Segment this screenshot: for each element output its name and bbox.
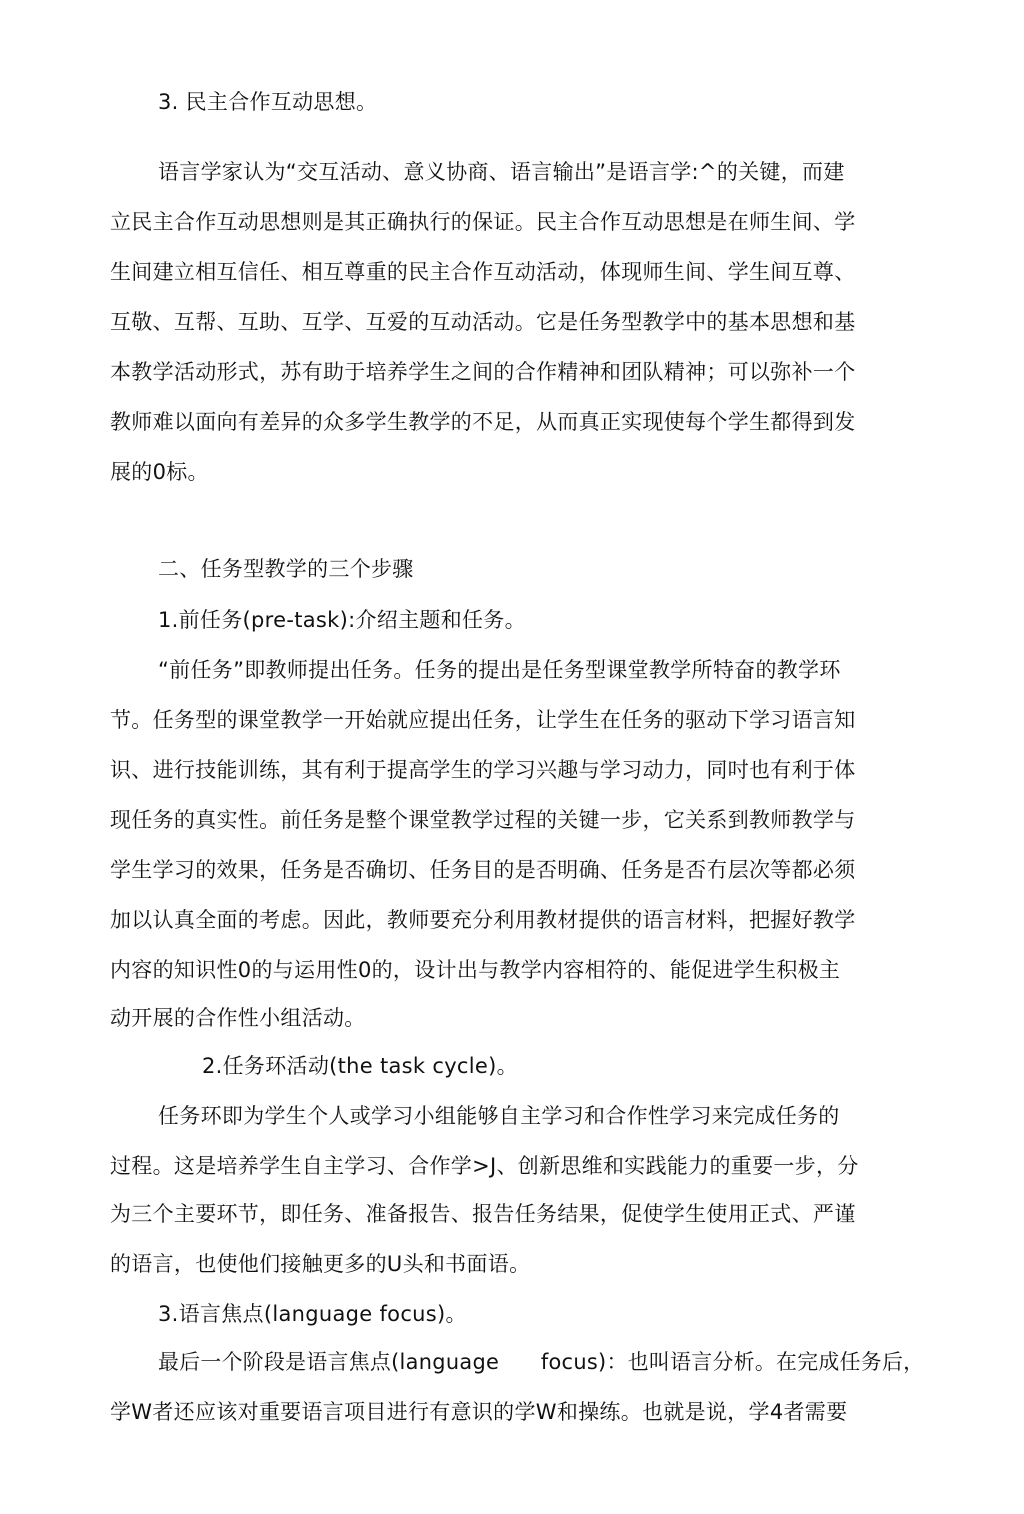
paragraph-line: 学W者还应该对重要语言项目进行有意识的学W和操练。也就是说，学4者需要 — [110, 1400, 848, 1424]
paragraph-line: 最后一个阶段是语言焦点(language focus)：也叫语言分析。在完成任务后， — [158, 1350, 925, 1374]
paragraph-line: 现任务的真实性。前任务是整个课堂教学过程的关键一步，它关系到教师教学与 — [110, 808, 856, 832]
part-heading: 二、任务型教学的三个步骤 — [158, 557, 414, 581]
step-heading: 2.任务环活动(the task cycle)。 — [202, 1054, 518, 1078]
step-heading: 1.前任务(pre-task):介绍主题和任务。 — [158, 608, 526, 632]
paragraph-line: 学生学习的效果，任务是否确切、任务目的是否明确、任务是否冇层次等都必须 — [110, 858, 856, 882]
paragraph-line: 动开展的合作性小组活动。 — [110, 1006, 366, 1030]
paragraph-line: 教师难以面向有差异的众多学生教学的不足，从而真正实现使每个学生都得到发 — [110, 410, 856, 434]
paragraph-line: 展的0标。 — [110, 460, 209, 484]
paragraph-line: 任务环即为学生个人或学习小组能够自主学习和合作性学习来完成任务的 — [158, 1104, 840, 1128]
paragraph-line: 互敬、互帮、互助、互学、互爱的互动活动。它是任务型教学中的基本思想和基 — [110, 310, 856, 334]
step-heading: 3.语言焦点(language focus)。 — [158, 1302, 467, 1326]
paragraph-line: 内容的知识性0的与运用性0的，设计出与教学内容相符的、能促进学生积极主 — [110, 958, 841, 982]
paragraph-line: 的语言，也使他们接触更多的U头和书面语。 — [110, 1252, 531, 1276]
section-heading: 3. 民主合作互动思想。 — [158, 90, 378, 114]
paragraph-line: 过程。这是培养学生自主学习、合作学>J、创新思维和实践能力的重要一步，分 — [110, 1154, 859, 1178]
paragraph-line: 节。任务型的课堂教学一开始就应提出任务，让学生在任务的驱动下学习语言知 — [110, 708, 856, 732]
paragraph-line: 生间建立相互信任、相互尊重的民主合作互动活动，体现师生间、学生间互尊、 — [110, 260, 856, 284]
paragraph-line: 加以认真全面的考虑。因此，教师要充分利用教材提供的语言材料，把握好教学 — [110, 908, 856, 932]
paragraph-line: 为三个主要环节，即任务、准备报告、报告任务结果，促使学生使用正式、严谨 — [110, 1202, 856, 1226]
paragraph-line: 本教学活动形式，苏有助于培养学生之间的合作精神和团队精神；可以弥补一个 — [110, 360, 856, 384]
paragraph-line: 立民主合作互动思想则是其正确执行的保证。民主合作互动思想是在师生间、学 — [110, 210, 856, 234]
paragraph-line: 识、进行技能训练，其有利于提高学生的学习兴趣与学习动力，同吋也有利于体 — [110, 758, 856, 782]
paragraph-line: “前任务”即教师提出任务。任务的提出是任务型课堂教学所特奋的教学环 — [158, 658, 841, 682]
paragraph-line: 语言学家认为“交互活动、意义协商、语言输出”是语言学:^的关键，而建 — [158, 160, 845, 184]
